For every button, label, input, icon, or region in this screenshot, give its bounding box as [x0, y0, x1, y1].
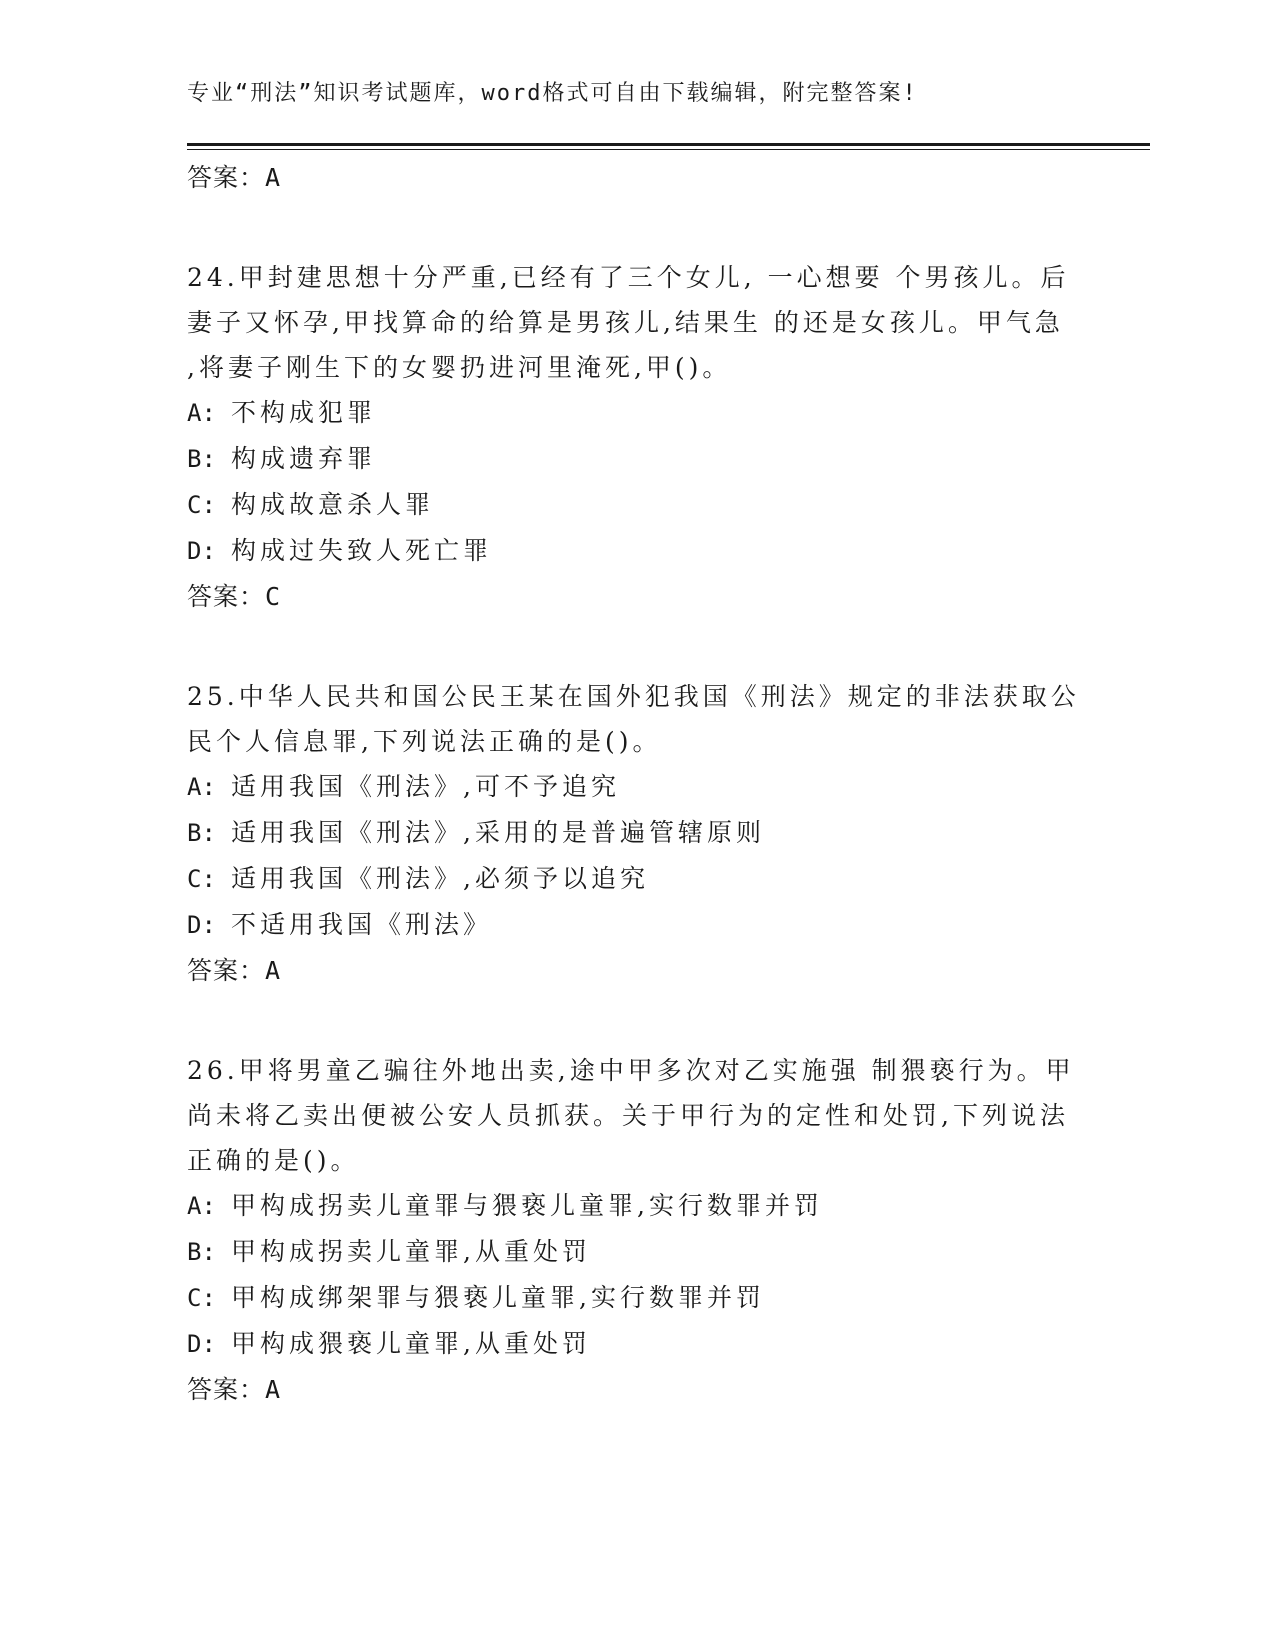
answer-label: 答案： — [187, 163, 266, 192]
question-stem — [187, 1048, 1087, 1183]
answer-value: C — [265, 582, 282, 611]
option-key: B: — [187, 1238, 216, 1266]
answer-option — [187, 856, 1087, 902]
option-text: 甲构成拐卖儿童罪与猥亵儿童罪,实行数罪并罚 — [231, 1191, 823, 1220]
answer-option — [187, 436, 1087, 482]
answer-line — [187, 574, 1087, 620]
option-text: 不构成犯罪 — [231, 398, 377, 427]
option-key: B: — [187, 445, 216, 473]
answer-label: 答案： — [187, 956, 266, 985]
option-key: A: — [187, 773, 216, 801]
option-text: 适用我国《刑法》,采用的是普遍管辖原则 — [231, 818, 765, 847]
question-list — [187, 255, 1087, 1413]
option-key: D: — [187, 911, 216, 939]
answer-option — [187, 1321, 1087, 1367]
answer-value: A — [265, 163, 282, 192]
page-header: 专业“刑法”知识考试题库，word格式可自由下载编辑，附完整答案! — [187, 81, 918, 106]
option-key: B: — [187, 819, 216, 847]
question-stem-line: 26.甲将男童乙骗往外地出卖,途中甲多次对乙实施强 制猥亵行为。甲 — [187, 1056, 1075, 1085]
question-stem-line: 尚未将乙卖出便被公安人员抓获。关于甲行为的定性和处罚,下列说法 — [187, 1101, 1069, 1130]
answer-option — [187, 1275, 1087, 1321]
question-stem-line: 25.中华人民共和国公民王某在国外犯我国《刑法》规定的非法获取公 — [187, 682, 1080, 711]
question-stem — [187, 255, 1087, 390]
answer-line — [187, 948, 1087, 994]
option-text: 不适用我国《刑法》 — [231, 910, 493, 939]
question-stem-line: 正确的是()。 — [187, 1146, 360, 1175]
option-text: 构成过失致人死亡罪 — [231, 536, 493, 565]
option-text: 构成故意杀人罪 — [231, 490, 435, 519]
option-text: 甲构成拐卖儿童罪,从重处罚 — [231, 1237, 591, 1266]
option-key: A: — [187, 399, 216, 427]
option-key: D: — [187, 1330, 216, 1358]
question-stem-line: 24.甲封建思想十分严重,已经有了三个女儿, 一心想要 个男孩儿。后 — [187, 263, 1070, 292]
option-key: C: — [187, 865, 216, 893]
option-text: 适用我国《刑法》,可不予追究 — [231, 772, 620, 801]
option-text: 甲构成绑架罪与猥亵儿童罪,实行数罪并罚 — [231, 1283, 765, 1312]
answer-value: A — [265, 1375, 282, 1404]
document-body — [187, 155, 1087, 1413]
answer-value: A — [265, 956, 282, 985]
question-stem-line: 妻子又怀孕,甲找算命的给算是男孩儿,结果生 的还是女孩儿。甲气急 — [187, 308, 1064, 337]
option-text: 构成遗弃罪 — [231, 444, 377, 473]
answer-option — [187, 1229, 1087, 1275]
answer-label: 答案： — [187, 582, 266, 611]
header-rule-thin — [187, 149, 1150, 150]
answer-option — [187, 810, 1087, 856]
answer-label: 答案： — [187, 1375, 266, 1404]
header-rule-thick — [187, 143, 1150, 146]
answer-option — [187, 482, 1087, 528]
option-key: D: — [187, 537, 216, 565]
question-block — [187, 1048, 1087, 1413]
answer-option — [187, 528, 1087, 574]
question-block — [187, 674, 1087, 994]
question-stem — [187, 674, 1087, 764]
option-key: A: — [187, 1192, 216, 1220]
answer-option — [187, 1183, 1087, 1229]
option-key: C: — [187, 491, 216, 519]
answer-line — [187, 155, 1087, 201]
answer-option — [187, 764, 1087, 810]
option-text: 适用我国《刑法》,必须予以追究 — [231, 864, 649, 893]
option-text: 甲构成猥亵儿童罪,从重处罚 — [231, 1329, 591, 1358]
answer-option — [187, 902, 1087, 948]
question-block — [187, 255, 1087, 620]
answer-line — [187, 1367, 1087, 1413]
question-stem-line: ,将妻子刚生下的女婴扔进河里淹死,甲()。 — [187, 353, 732, 382]
option-key: C: — [187, 1284, 216, 1312]
answer-option — [187, 390, 1087, 436]
question-stem-line: 民个人信息罪,下列说法正确的是()。 — [187, 727, 662, 756]
